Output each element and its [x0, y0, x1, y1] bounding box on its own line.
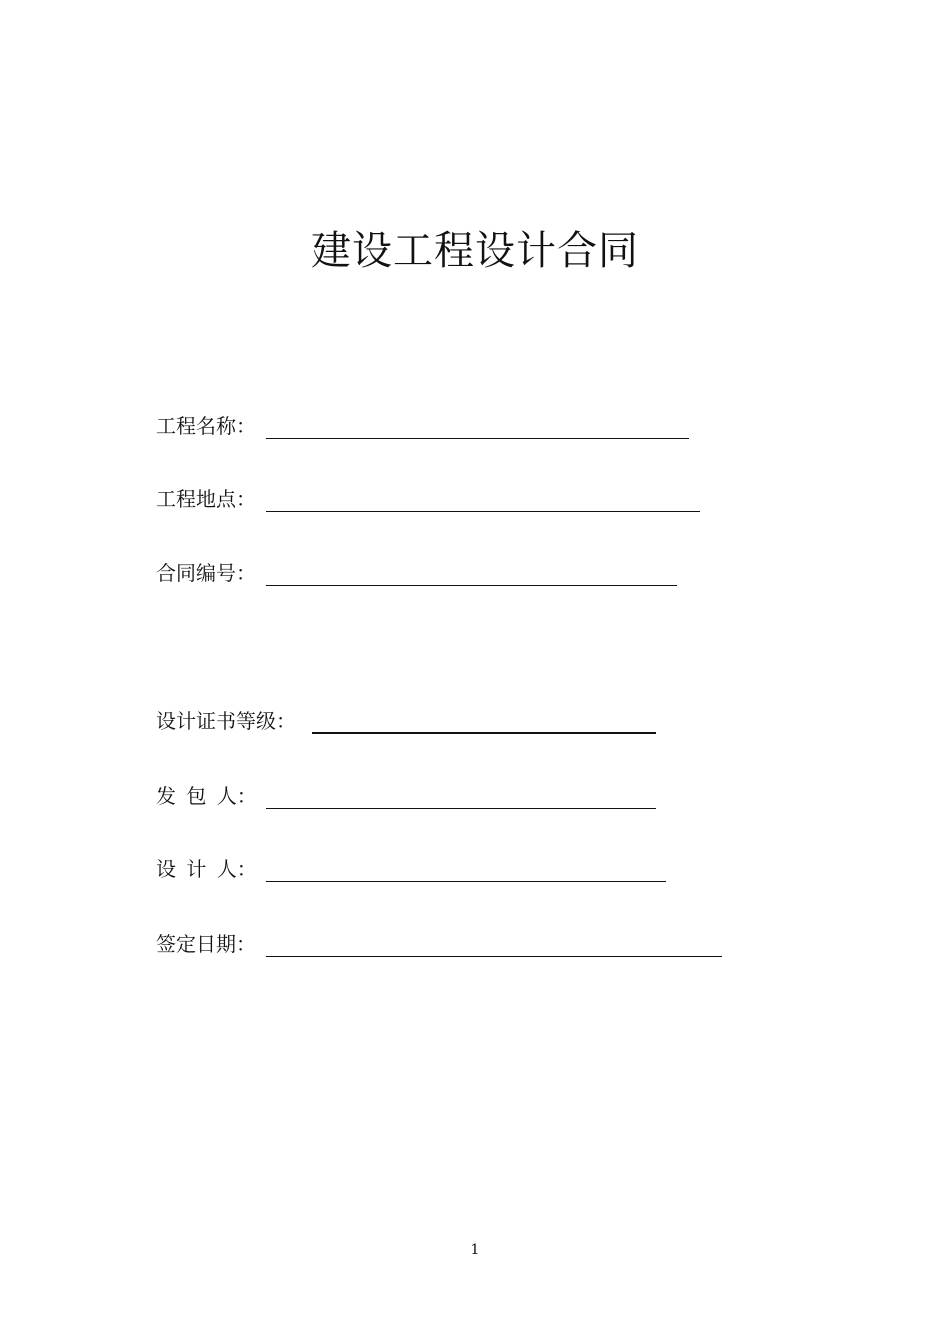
designer-line[interactable]	[266, 881, 666, 882]
project-location-field	[156, 482, 706, 512]
designer-field	[156, 852, 676, 882]
project-location-label: 工程地点：	[156, 487, 256, 511]
contract-number-line[interactable]	[266, 585, 677, 586]
design-certificate-grade-label: 设计证书等级：	[156, 709, 296, 733]
contract-number-label: 合同编号：	[156, 561, 256, 585]
design-certificate-grade-line[interactable]	[312, 732, 656, 734]
contract-number-field	[156, 556, 686, 586]
project-name-line[interactable]	[266, 438, 689, 439]
document-title: 建设工程设计合同	[311, 228, 639, 274]
employer-field	[156, 779, 666, 809]
design-certificate-grade-field	[156, 704, 666, 734]
designer-label: 设 计 人：	[156, 857, 257, 881]
signing-date-line[interactable]	[266, 956, 722, 957]
signing-date-label: 签定日期：	[156, 932, 256, 956]
signing-date-field	[156, 927, 731, 957]
project-name-field	[156, 409, 696, 439]
employer-line[interactable]	[266, 808, 656, 809]
page-number: 1	[470, 1242, 480, 1258]
project-location-line[interactable]	[266, 511, 700, 512]
employer-label: 发 包 人：	[156, 784, 257, 808]
project-name-label: 工程名称：	[156, 414, 256, 438]
